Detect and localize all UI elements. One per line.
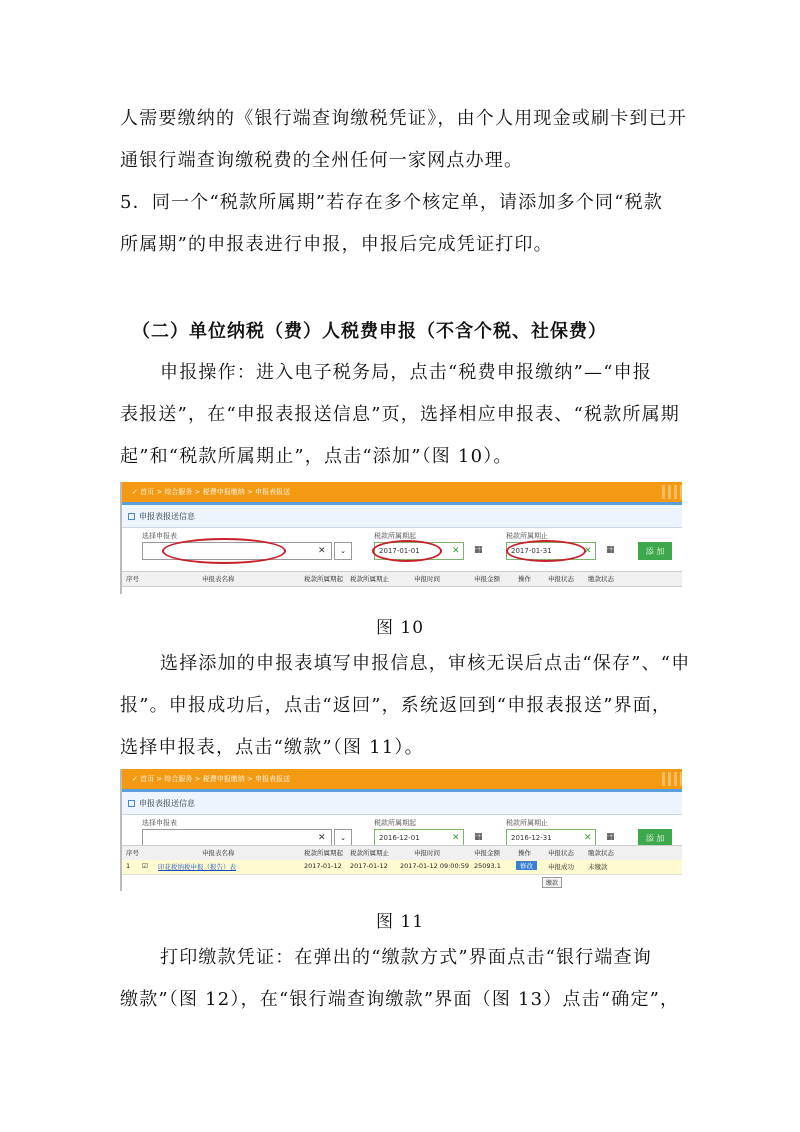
column-header: 申报金额 xyxy=(474,849,500,857)
calendar-icon[interactable]: ▦ xyxy=(606,545,615,555)
start-period-input[interactable]: 2017-01-01 xyxy=(374,542,464,560)
figure-caption: 图 10 xyxy=(375,618,425,638)
column-header: 税款所属期止 xyxy=(350,575,389,583)
column-header: 申报状态 xyxy=(548,575,574,583)
decoration-icon xyxy=(662,485,682,499)
breadcrumb-bar xyxy=(122,769,682,789)
body-text-line: 选择添加的申报表填写申报信息，审核无误后点击“保存”、“申 xyxy=(160,653,691,674)
column-header: 操作 xyxy=(518,575,531,583)
table-row[interactable] xyxy=(122,860,682,875)
column-header: 申报状态 xyxy=(548,849,574,857)
clear-icon[interactable]: ✕ xyxy=(584,546,592,556)
panel-icon xyxy=(128,800,135,807)
chevron-down-icon[interactable]: ⌄ xyxy=(334,542,352,560)
end-period-input[interactable]: 2016-12-31 xyxy=(506,829,596,847)
column-header: 缴款状态 xyxy=(588,575,614,583)
form-name-link[interactable]: 印花税纳税申报（报告）表 xyxy=(158,863,236,871)
clear-icon[interactable]: ✕ xyxy=(318,546,326,556)
column-header: 序号 xyxy=(126,575,139,583)
end-period-label: 税款所属期止 xyxy=(506,532,548,540)
body-text-line: 选择申报表，点击“缴款”（图 11）。 xyxy=(120,737,424,758)
body-text-line: 报”。申报成功后，点击“返回”，系统返回到“申报表报送”界面， xyxy=(120,695,672,716)
breadcrumb: ✓ 首页 > 综合服务 > 税费申报缴纳 > 申报表报送 xyxy=(132,775,291,783)
table-header xyxy=(122,845,682,861)
cell-pay-status: 未缴款 xyxy=(588,863,608,871)
figure-10-screenshot xyxy=(120,482,682,594)
clear-icon[interactable]: ✕ xyxy=(452,833,460,843)
row-checkbox[interactable]: ☑ xyxy=(142,862,148,870)
add-button[interactable]: 添 加 xyxy=(638,829,672,847)
body-text-line: 起”和“税款所属期止”，点击“添加”（图 10）。 xyxy=(120,446,513,467)
panel-title-text: 申报表报送信息 xyxy=(139,798,195,808)
highlight-circle xyxy=(506,540,586,562)
column-header: 序号 xyxy=(126,849,139,857)
column-header: 申报表名称 xyxy=(202,849,235,857)
panel-title-text: 申报表报送信息 xyxy=(139,511,195,521)
start-period-input[interactable]: 2016-12-01 xyxy=(374,829,464,847)
calendar-icon[interactable]: ▦ xyxy=(474,545,483,555)
end-period-label: 税款所属期止 xyxy=(506,819,548,827)
column-header: 操作 xyxy=(518,849,531,857)
panel-title xyxy=(122,505,682,528)
clear-icon[interactable]: ✕ xyxy=(584,833,592,843)
clear-icon[interactable]: ✕ xyxy=(318,833,326,843)
calendar-icon[interactable]: ▦ xyxy=(606,832,615,842)
figure-11-screenshot xyxy=(120,769,682,891)
body-text-line: 缴款”（图 12），在“银行端查询缴款”界面（图 13）点击“确定”， xyxy=(120,989,680,1010)
clear-icon[interactable]: ✕ xyxy=(452,546,460,556)
breadcrumb: ✓ 首页 > 综合服务 > 税费申报缴纳 > 申报表报送 xyxy=(132,488,291,496)
column-header: 申报金额 xyxy=(474,575,500,583)
column-header: 缴款状态 xyxy=(588,849,614,857)
cell-end: 2017-01-12 xyxy=(350,862,388,870)
calendar-icon[interactable]: ▦ xyxy=(474,832,483,842)
highlight-circle xyxy=(162,538,286,564)
column-header: 税款所属期起 xyxy=(304,849,343,857)
row-index: 1 xyxy=(126,862,131,870)
column-header: 申报时间 xyxy=(414,849,440,857)
panel-icon xyxy=(128,513,135,520)
form-select-label: 选择申报表 xyxy=(142,819,177,827)
edit-button[interactable]: 修改 xyxy=(516,861,537,870)
highlight-circle xyxy=(372,540,442,562)
query-form xyxy=(122,528,682,568)
decoration-icon xyxy=(662,772,682,786)
form-select-label: 选择申报表 xyxy=(142,532,177,540)
body-text-line: 表报送”，在“申报表报送信息”页，选择相应申报表、“税款所属期 xyxy=(120,404,681,425)
column-header: 申报表名称 xyxy=(202,575,235,583)
add-button[interactable]: 添 加 xyxy=(638,542,672,560)
cell-time: 2017-01-12 09:00:59 xyxy=(400,862,470,870)
chevron-down-icon[interactable]: ⌄ xyxy=(334,829,352,847)
body-text-line: 打印缴款凭证：在弹出的“缴款方式”界面点击“银行端查询 xyxy=(160,947,653,968)
body-text-line: 5．同一个“税款所属期”若存在多个核定单，请添加多个同“税款 xyxy=(120,192,664,213)
column-header: 申报时间 xyxy=(414,575,440,583)
pay-button[interactable]: 缴款 xyxy=(542,877,562,888)
cell-status: 申报成功 xyxy=(548,863,574,871)
cell-amount: 25093.1 xyxy=(474,862,501,870)
panel-title xyxy=(122,792,682,815)
start-period-label: 税款所属期起 xyxy=(374,532,416,540)
cell-start: 2017-01-12 xyxy=(304,862,342,870)
body-text-line: 人需要缴纳的《银行端查询缴税凭证》，由个人用现金或刷卡到已开 xyxy=(120,108,687,129)
body-text-line: 通银行端查询缴税费的全州任何一家网点办理。 xyxy=(120,150,524,171)
column-header: 税款所属期起 xyxy=(304,575,343,583)
body-text-line: 申报操作：进入电子税务局，点击“税费申报缴纳”—“申报 xyxy=(160,362,653,383)
body-text-line: 所属期”的申报表进行申报，申报后完成凭证打印。 xyxy=(120,234,553,255)
figure-caption: 图 11 xyxy=(375,912,425,932)
column-header: 税款所属期止 xyxy=(350,849,389,857)
start-period-label: 税款所属期起 xyxy=(374,819,416,827)
section-heading: （二）单位纳税（费）人税费申报（不含个税、社保费） xyxy=(132,321,607,342)
table-header xyxy=(122,571,682,587)
breadcrumb-bar xyxy=(122,482,682,502)
end-period-input[interactable]: 2017-01-31 xyxy=(506,542,596,560)
